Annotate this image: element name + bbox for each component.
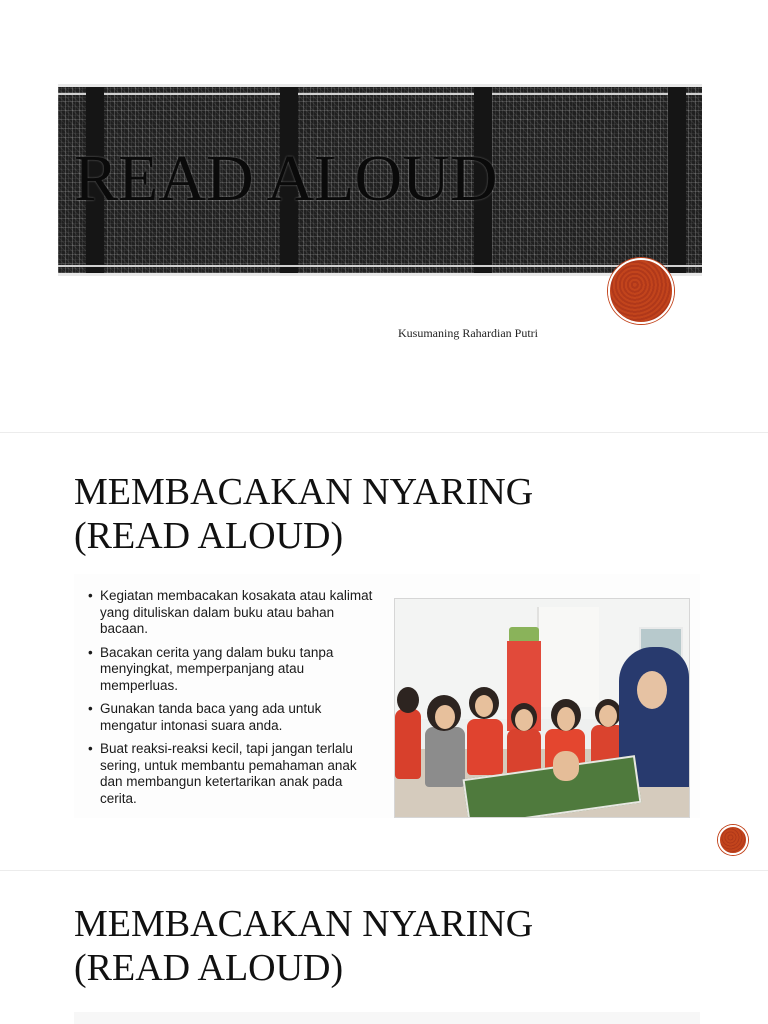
bullet-item: • Bacakan cerita yang dalam buku tanpa menyingkat, memperpanjang atau memperluas. <box>88 645 378 695</box>
bullet-list <box>88 588 378 814</box>
slide-divider <box>0 870 768 871</box>
teacher-hand <box>553 751 579 781</box>
slide-content-image <box>74 1012 700 1024</box>
child-face <box>515 709 533 731</box>
author-name: Kusumaning Rahardian Putri <box>398 326 538 340</box>
section-heading <box>74 470 533 558</box>
teacher-face <box>637 671 667 709</box>
decorative-circle-icon <box>608 258 674 324</box>
heading-line: MEMBACAKAN NYARING <box>74 903 534 945</box>
slide-title: READ ALOUD <box>74 142 498 215</box>
bullet-item: • Kegiatan membacakan kosakata atau kalimat yang dituliskan dalam buku atau bahan bacaan. <box>88 588 378 638</box>
slide-divider <box>0 432 768 433</box>
child-face <box>599 705 617 727</box>
slide-content-image <box>74 574 700 818</box>
child-head <box>397 687 419 713</box>
photo-door <box>537 607 599 707</box>
child-face <box>435 705 455 729</box>
bullet-item: • Gunakan tanda baca yang ada untuk mengatur intonasi suara anda. <box>88 701 378 734</box>
child-figure <box>425 727 465 787</box>
section-heading <box>74 902 533 990</box>
banner-stripe <box>668 87 686 273</box>
heading-line: MEMBACAKAN NYARING <box>74 471 534 513</box>
heading-line: (READ ALOUD) <box>74 515 344 557</box>
banner-border-bottom <box>58 265 702 267</box>
banner-border-top <box>58 93 702 95</box>
classroom-photo <box>394 598 690 818</box>
heading-line: (READ ALOUD) <box>74 947 344 989</box>
child-face <box>557 707 575 731</box>
bullet-item: • Buat reaksi-reaksi kecil, tapi jangan terlalu sering, untuk membantu pemahaman anak dan membangun ketertarikan anak pada cerita. <box>88 741 378 807</box>
child-figure <box>395 709 421 779</box>
decorative-circle-icon <box>718 825 748 855</box>
child-figure <box>467 719 503 775</box>
child-face <box>475 695 493 717</box>
